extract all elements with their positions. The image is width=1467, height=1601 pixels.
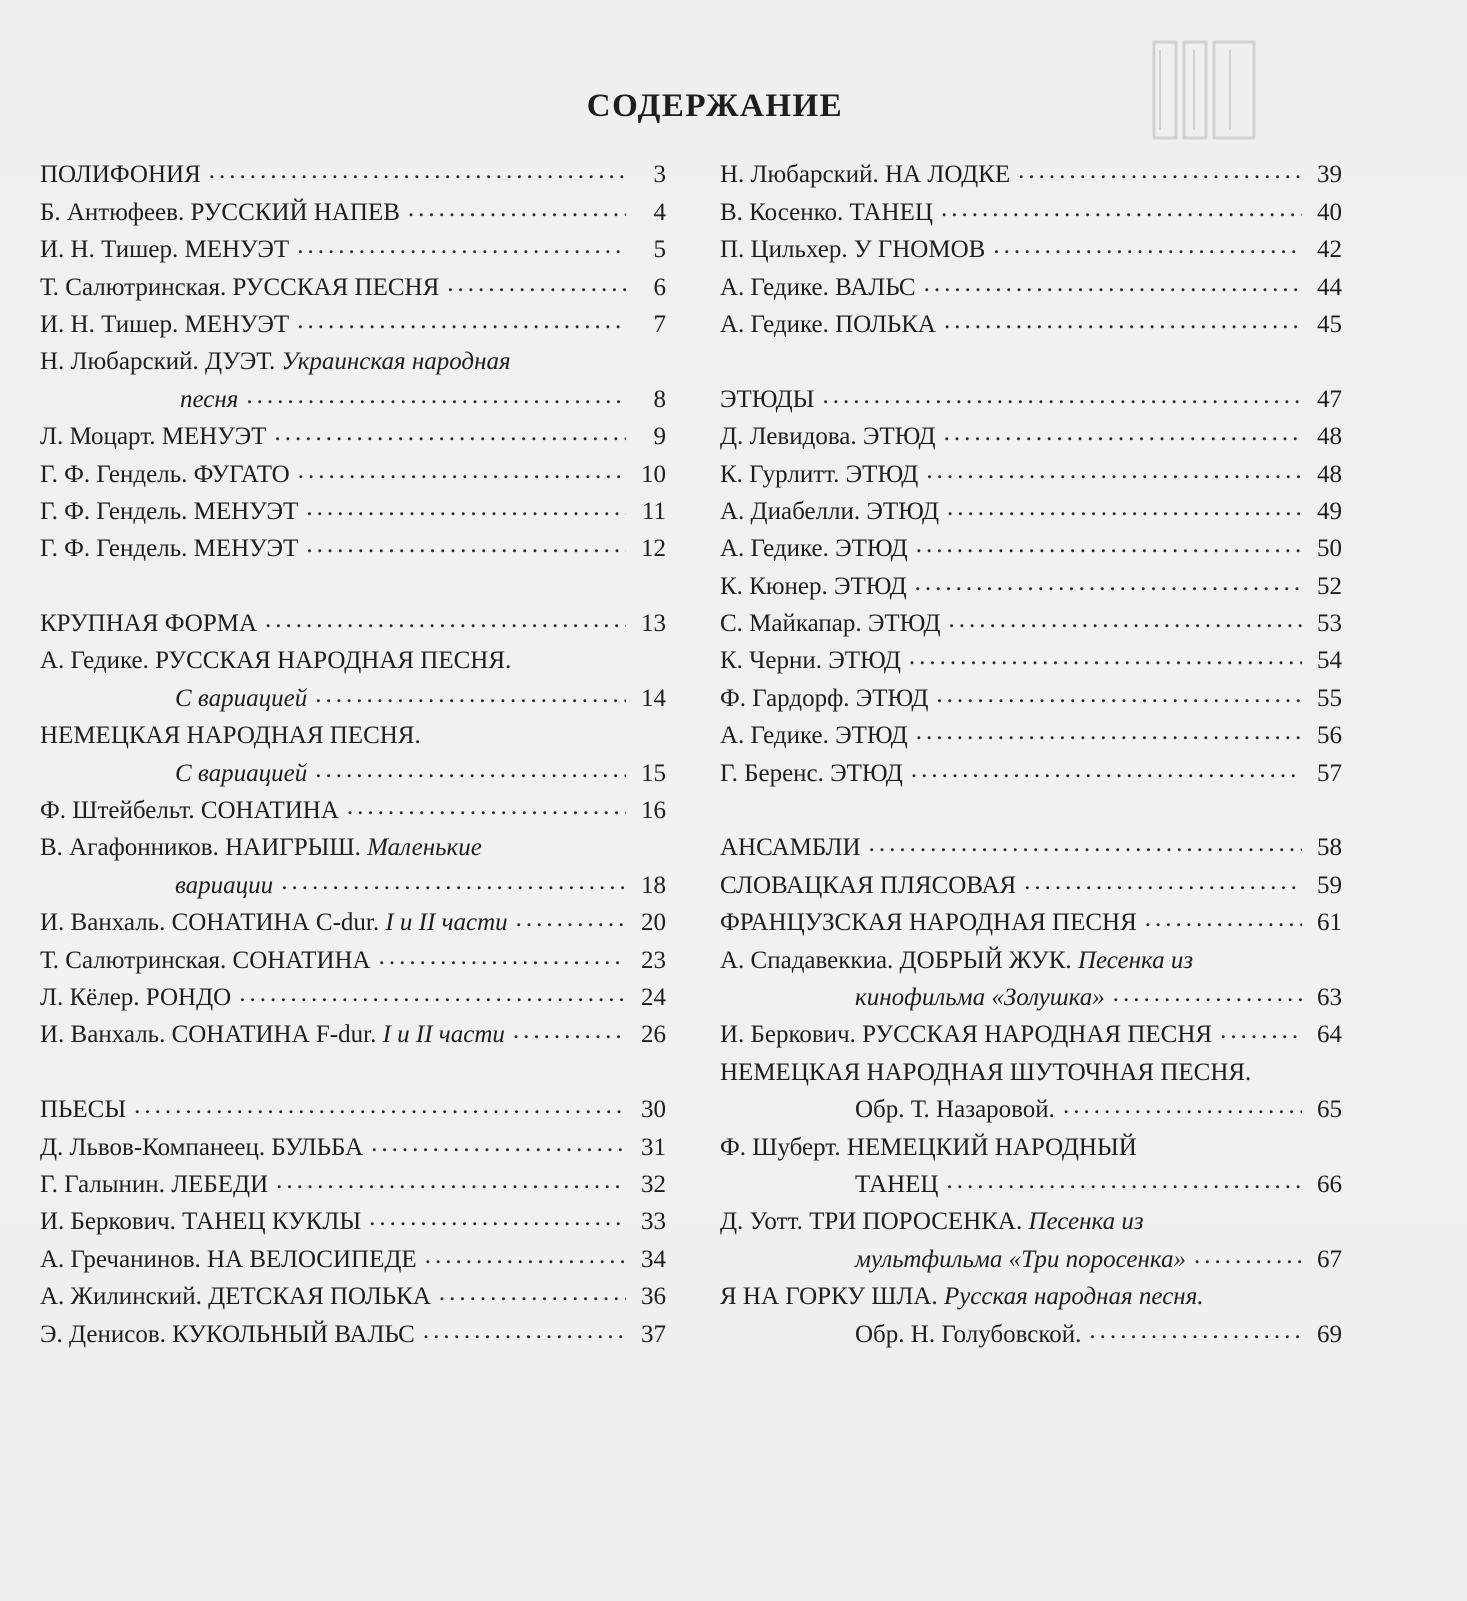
- toc-entry-title: [40, 611, 257, 636]
- toc-entry[interactable]: [720, 711, 1342, 748]
- section-gap: [40, 561, 666, 598]
- toc-entry[interactable]: [720, 599, 1342, 636]
- toc-page-number: 20: [641, 909, 666, 937]
- toc-entry-title: [40, 237, 289, 262]
- toc-page-number: 56: [1317, 722, 1342, 750]
- toc-entry-subtitle: С вариацией: [175, 759, 308, 787]
- toc-entry[interactable]: [40, 449, 666, 486]
- toc-entry-title: [720, 723, 908, 748]
- toc-page-number: 7: [653, 310, 666, 338]
- toc-entry-text: А. Гедике. ЭТЮД: [720, 722, 908, 750]
- toc-page-number: 24: [641, 983, 666, 1011]
- dot-leader: [869, 831, 1302, 856]
- toc-entry-title: [40, 499, 298, 524]
- toc-entry-subtitle: кинофильма «Золушка»: [855, 983, 1105, 1011]
- toc-entry-title: [720, 1284, 1204, 1309]
- dot-leader: [1063, 1093, 1302, 1118]
- toc-entry[interactable]: [720, 1085, 1342, 1122]
- toc-entry-text: Л. Моцарт. МЕНУЭТ: [40, 423, 267, 451]
- toc-entry-text: С. Майкапар. ЭТЮД: [720, 610, 941, 638]
- toc-entry-title: [40, 1022, 505, 1047]
- dot-leader: [1024, 869, 1302, 894]
- toc-entry-text: Д. Левидова. ЭТЮД: [720, 423, 936, 451]
- toc-entry-title: [855, 985, 1105, 1010]
- toc-entry-title: [40, 275, 439, 300]
- toc-entry-subtitle: песня: [180, 385, 239, 413]
- toc-entry-title: [720, 312, 936, 337]
- toc-page-number: 64: [1317, 1021, 1342, 1049]
- toc-entry[interactable]: [720, 1122, 1342, 1159]
- toc-entry[interactable]: [720, 1047, 1342, 1084]
- toc-entry-text: Я НА ГОРКУ ШЛА.: [720, 1283, 944, 1311]
- dot-leader: [947, 495, 1302, 520]
- dot-leader: [371, 1131, 626, 1156]
- toc-entry[interactable]: [720, 300, 1342, 337]
- toc-page-number: 26: [641, 1021, 666, 1049]
- toc-entry-text: АНСАМБЛИ: [720, 834, 861, 862]
- toc-entry[interactable]: [720, 187, 1342, 224]
- toc-entry[interactable]: [720, 412, 1342, 449]
- toc-entry[interactable]: [720, 561, 1342, 598]
- dot-leader: [1018, 158, 1302, 183]
- toc-entry-title: [40, 1209, 361, 1234]
- toc-entry-title: [720, 1060, 1251, 1085]
- toc-entry-title: [720, 424, 936, 449]
- toc-entry-text: Г. Галынин. ЛЕБЕДИ: [40, 1170, 269, 1198]
- toc-entry-title: [175, 686, 307, 711]
- toc-entry[interactable]: [720, 262, 1342, 299]
- toc-entry[interactable]: [40, 300, 666, 337]
- dot-leader: [916, 719, 1302, 744]
- dot-leader: [941, 196, 1302, 221]
- dot-leader: [315, 682, 626, 707]
- toc-page-number: 14: [641, 684, 666, 712]
- toc-entry-text: А. Гедике. ЭТЮД: [720, 535, 908, 563]
- dot-leader: [276, 1168, 626, 1193]
- section-gap: [720, 786, 1342, 823]
- toc-page-number: 65: [1317, 1096, 1342, 1124]
- toc-entry-title: [40, 424, 266, 449]
- toc-entry-title: [720, 275, 916, 300]
- toc-page-number: 4: [653, 198, 666, 226]
- toc-entry-text: И. Беркович. РУССКАЯ НАРОДНАЯ ПЕСНЯ: [720, 1021, 1213, 1049]
- toc-entry[interactable]: [720, 1197, 1342, 1234]
- dot-leader: [949, 607, 1302, 632]
- toc-entry-title: [40, 1322, 415, 1347]
- toc-entry-title: [720, 200, 933, 225]
- toc-entry-subtitle: С вариацией: [175, 684, 308, 712]
- toc-entry-text: И. Н. Тишер. МЕНУЭТ: [40, 310, 290, 338]
- toc-entry[interactable]: [40, 860, 666, 897]
- toc-entry-text: Т. Салютринская. РУССКАЯ ПЕСНЯ: [40, 273, 440, 301]
- toc-entry[interactable]: [40, 524, 666, 561]
- toc-entry[interactable]: [720, 636, 1342, 673]
- dot-leader: [408, 196, 626, 221]
- toc-entry-title: [720, 237, 985, 262]
- toc-entry[interactable]: [40, 1085, 666, 1122]
- toc-entry[interactable]: [720, 898, 1342, 935]
- dot-leader: [447, 271, 626, 296]
- toc-entry[interactable]: [40, 337, 666, 374]
- toc-entry[interactable]: [40, 1122, 666, 1159]
- toc-page-number: 32: [641, 1170, 666, 1198]
- toc-page-number: 45: [1317, 310, 1342, 338]
- toc-entry[interactable]: [40, 225, 666, 262]
- toc-entry-subtitle: I и II части: [385, 909, 508, 937]
- toc-page-number: 40: [1317, 198, 1342, 226]
- dot-leader: [915, 570, 1302, 595]
- toc-entry-title: [720, 387, 814, 412]
- toc-page-number: 42: [1317, 236, 1342, 264]
- dot-leader: [239, 981, 626, 1006]
- toc-page-number: 36: [641, 1283, 666, 1311]
- toc-entry-text: А. Диабелли. ЭТЮД: [720, 497, 940, 525]
- dot-leader: [944, 308, 1302, 333]
- toc-entry-title: [40, 648, 511, 673]
- dot-leader: [347, 794, 626, 819]
- dot-leader: [993, 233, 1302, 258]
- toc-page-number: 13: [641, 610, 666, 638]
- toc-entry-text: К. Черни. ЭТЮД: [720, 647, 901, 675]
- toc-page-number: 50: [1317, 535, 1342, 563]
- toc-entry-title: [40, 162, 201, 187]
- toc-entry-title: [40, 462, 290, 487]
- dot-leader: [916, 532, 1302, 557]
- toc-entry-text: Н. Любарский. ДУЭТ.: [40, 348, 282, 376]
- toc-entry[interactable]: [40, 898, 666, 935]
- toc-page-number: 23: [641, 946, 666, 974]
- toc-entry-text: Г. Ф. Гендель. МЕНУЭТ: [40, 497, 299, 525]
- toc-entry[interactable]: [720, 1272, 1342, 1309]
- toc-entry-text: Ф. Шуберт. НЕМЕЦКИЙ НАРОДНЫЙ: [720, 1133, 1137, 1161]
- toc-entry[interactable]: [40, 1160, 666, 1197]
- toc-entry-title: [720, 648, 901, 673]
- toc-entry-text: П. Цильхер. У ГНОМОВ: [720, 236, 986, 264]
- toc-page-number: 55: [1317, 684, 1342, 712]
- toc-entry-text: Э. Денисов. КУКОЛЬНЫЙ ВАЛЬС: [40, 1320, 415, 1348]
- toc-entry-title: [720, 873, 1016, 898]
- toc-entry-title: [720, 948, 1193, 973]
- toc-entry-text: Т. Салютринская. СОНАТИНА: [40, 946, 371, 974]
- toc-page-number: 5: [653, 236, 666, 264]
- toc-entry-title: [720, 1209, 1144, 1234]
- page-title: СОДЕРЖАНИЕ: [586, 88, 844, 124]
- toc-entry-title: [175, 873, 273, 898]
- toc-page-number: 66: [1317, 1170, 1342, 1198]
- toc-left-column: [40, 150, 666, 1347]
- toc-page-number: 48: [1317, 460, 1342, 488]
- toc-entry-title: [720, 1022, 1212, 1047]
- toc-entry[interactable]: [40, 1272, 666, 1309]
- toc-entry-title: [40, 1247, 417, 1272]
- toc-entry[interactable]: [40, 748, 666, 785]
- toc-page-number: 9: [653, 423, 666, 451]
- toc-entry-title: [720, 499, 939, 524]
- toc-entry[interactable]: [40, 150, 666, 187]
- dot-leader: [1145, 906, 1302, 931]
- toc-entry-title: [40, 835, 482, 860]
- toc-entry-title: [40, 910, 508, 935]
- toc-entry-text: Ф. Штейбельт. СОНАТИНА: [40, 797, 339, 825]
- toc-page-number: 63: [1317, 983, 1342, 1011]
- toc-page-number: 59: [1317, 871, 1342, 899]
- toc-page-number: 44: [1317, 273, 1342, 301]
- toc-entry-text: И. Н. Тишер. МЕНУЭТ: [40, 236, 290, 264]
- toc-entry-text: Д. Уотт. ТРИ ПОРОСЕНКА.: [720, 1208, 1029, 1236]
- toc-entry[interactable]: [720, 935, 1342, 972]
- toc-entry-text: Б. Антюфеев. РУССКИЙ НАПЕВ: [40, 198, 400, 226]
- toc-entry-subtitle: I и II части: [382, 1021, 505, 1049]
- dot-leader: [281, 869, 626, 894]
- toc-entry[interactable]: [720, 524, 1342, 561]
- toc-entry[interactable]: [720, 374, 1342, 411]
- dot-leader: [274, 420, 626, 445]
- toc-entry-subtitle: Песенка из: [1077, 946, 1194, 974]
- toc-entry-title: [720, 536, 908, 561]
- toc-page-number: 16: [641, 797, 666, 825]
- toc-entry-title: [720, 761, 903, 786]
- toc-entry-title: [180, 387, 238, 412]
- toc-entry[interactable]: [720, 1234, 1342, 1271]
- toc-entry-title: [855, 1172, 938, 1197]
- toc-entry-subtitle: вариации: [175, 871, 274, 899]
- toc-entry-text: Ф. Гардорф. ЭТЮД: [720, 684, 929, 712]
- toc-entry-text: В. Агафонников. НАИГРЫШ.: [40, 834, 368, 862]
- toc-page-number: 10: [641, 460, 666, 488]
- dot-leader: [369, 1205, 626, 1230]
- toc-page-number: 12: [641, 535, 666, 563]
- toc-entry[interactable]: [40, 973, 666, 1010]
- dot-leader: [946, 1168, 1302, 1193]
- section-gap: [40, 1047, 666, 1084]
- toc-entry-text: А. Гедике. РУССКАЯ НАРОДНАЯ ПЕСНЯ.: [40, 647, 512, 675]
- dot-leader: [926, 458, 1302, 483]
- toc-entry-text: Г. Беренс. ЭТЮД: [720, 759, 903, 787]
- dot-leader: [425, 1243, 626, 1268]
- toc-page-number: 37: [641, 1320, 666, 1348]
- toc-entry-title: [720, 910, 1137, 935]
- toc-entry[interactable]: [40, 487, 666, 524]
- toc-page-number: 30: [641, 1096, 666, 1124]
- toc-page-number: 34: [641, 1245, 666, 1273]
- toc-entry-title: [40, 723, 421, 748]
- toc-entry-subtitle: мультфильма «Три поросенка»: [855, 1245, 1186, 1273]
- toc-entry-text: Д. Львов-Компанеец. БУЛЬБА: [40, 1133, 364, 1161]
- toc-entry-title: [720, 686, 928, 711]
- dot-leader: [315, 757, 626, 782]
- dot-leader: [909, 644, 1302, 669]
- toc-entry-text: Г. Ф. Гендель. ФУГАТО: [40, 460, 290, 488]
- toc-page-number: 8: [653, 385, 666, 413]
- toc-page-number: 31: [641, 1133, 666, 1161]
- dot-leader: [265, 607, 626, 632]
- toc-entry-text: ПЬЕСЫ: [40, 1096, 127, 1124]
- dot-leader: [911, 757, 1302, 782]
- toc-entry-subtitle: Русская народная песня.: [943, 1283, 1204, 1311]
- dot-leader: [423, 1318, 626, 1343]
- toc-page-number: 3: [653, 161, 666, 189]
- toc-page-number: 18: [641, 871, 666, 899]
- toc-page-number: 39: [1317, 161, 1342, 189]
- toc-entry-subtitle: Украинская народная: [281, 348, 511, 376]
- toc-entry-text: ЭТЮДЫ: [720, 385, 815, 413]
- toc-entry-title: [855, 1097, 1055, 1122]
- toc-entry-title: [40, 1172, 268, 1197]
- toc-entry[interactable]: [40, 636, 666, 673]
- dot-leader: [822, 383, 1302, 408]
- dot-leader: [516, 906, 626, 931]
- toc-entry-title: [720, 574, 907, 599]
- toc-entry-title: [720, 162, 1010, 187]
- toc-entry-text: НЕМЕЦКАЯ НАРОДНАЯ ПЕСНЯ.: [40, 722, 421, 750]
- toc-entry-title: [40, 200, 400, 225]
- toc-entry[interactable]: [40, 711, 666, 748]
- toc-entry-text: СЛОВАЦКАЯ ПЛЯСОВАЯ: [720, 871, 1017, 899]
- toc-entry[interactable]: [720, 1010, 1342, 1047]
- dot-leader: [944, 420, 1302, 445]
- toc-entry-text: И. Беркович. ТАНЕЦ КУКЛЫ: [40, 1208, 362, 1236]
- toc-entry[interactable]: [720, 823, 1342, 860]
- toc-entry-text: А. Гедике. ПОЛЬКА: [720, 310, 936, 338]
- dot-leader: [306, 532, 626, 557]
- toc-page-number: 52: [1317, 572, 1342, 600]
- toc-page-number: 69: [1317, 1320, 1342, 1348]
- toc-entry-title: [40, 1284, 431, 1309]
- toc-entry[interactable]: [40, 823, 666, 860]
- toc-page-number: 33: [641, 1208, 666, 1236]
- toc-entry-text: А. Спадавеккиа. ДОБРЫЙ ЖУК.: [720, 946, 1078, 974]
- toc-entry-title: [720, 835, 861, 860]
- toc-entry-subtitle: Песенка из: [1028, 1208, 1144, 1236]
- dot-leader: [297, 308, 626, 333]
- toc-entry-text: ПОЛИФОНИЯ: [40, 161, 201, 189]
- toc-page-number: 11: [641, 497, 666, 525]
- dot-leader: [298, 458, 626, 483]
- toc-entry-title: [720, 1135, 1137, 1160]
- dot-leader: [513, 1018, 626, 1043]
- toc-entry-title: [40, 1135, 363, 1160]
- toc-entry[interactable]: [720, 1309, 1342, 1346]
- toc-entry[interactable]: [40, 935, 666, 972]
- dot-leader: [1113, 981, 1302, 1006]
- toc-entry-text: Н. Любарский. НА ЛОДКЕ: [720, 161, 1011, 189]
- toc-entry-text: К. Гурлитт. ЭТЮД: [720, 460, 919, 488]
- dot-leader: [1220, 1018, 1302, 1043]
- toc-entry[interactable]: [40, 599, 666, 636]
- toc-page-number: 54: [1317, 647, 1342, 675]
- toc-entry-text: Обр. Т. Назаровой.: [855, 1096, 1055, 1124]
- toc-page-number: 58: [1317, 834, 1342, 862]
- dot-leader: [246, 383, 626, 408]
- toc-entry[interactable]: [40, 786, 666, 823]
- toc-entry[interactable]: [40, 1010, 666, 1047]
- toc-entry-text: ТАНЕЦ: [855, 1170, 939, 1198]
- toc-page-number: 49: [1317, 497, 1342, 525]
- toc-entry-text: А. Гедике. ВАЛЬС: [720, 273, 916, 301]
- toc-entry[interactable]: [40, 1197, 666, 1234]
- dot-leader: [924, 271, 1302, 296]
- toc-entry[interactable]: [720, 225, 1342, 262]
- toc-page-number: 57: [1317, 759, 1342, 787]
- toc-entry[interactable]: [720, 748, 1342, 785]
- toc-entry[interactable]: [720, 1160, 1342, 1197]
- toc-entry-title: [40, 536, 298, 561]
- toc-entry-text: И. Ванхаль. СОНАТИНА C-dur.: [40, 909, 386, 937]
- toc-entry-title: [40, 948, 371, 973]
- dot-leader: [1089, 1318, 1302, 1343]
- toc-entry-text: Обр. Н. Голубовской.: [855, 1320, 1082, 1348]
- toc-entry-text: В. Косенко. ТАНЕЦ: [720, 198, 933, 226]
- toc-page-number: 48: [1317, 423, 1342, 451]
- toc-entry[interactable]: [40, 262, 666, 299]
- toc-entry[interactable]: [40, 374, 666, 411]
- toc-entry-title: [720, 611, 941, 636]
- toc-entry[interactable]: [720, 860, 1342, 897]
- toc-entry[interactable]: [40, 673, 666, 710]
- toc-entry[interactable]: [720, 673, 1342, 710]
- toc-entry-title: [175, 761, 307, 786]
- toc-entry-text: КРУПНАЯ ФОРМА: [40, 610, 258, 638]
- section-gap: [720, 337, 1342, 374]
- dot-leader: [209, 158, 626, 183]
- dot-leader: [134, 1093, 626, 1118]
- toc-entry-title: [855, 1247, 1186, 1272]
- toc-entry-text: И. Ванхаль. СОНАТИНА F-dur.: [40, 1021, 383, 1049]
- toc-entry-text: К. Кюнер. ЭТЮД: [720, 572, 907, 600]
- dot-leader: [439, 1280, 626, 1305]
- toc-entry-text: Л. Кёлер. РОНДО: [40, 983, 232, 1011]
- dot-leader: [306, 495, 626, 520]
- toc-entry-text: ФРАНЦУЗСКАЯ НАРОДНАЯ ПЕСНЯ: [720, 909, 1137, 937]
- toc-page-number: 53: [1317, 610, 1342, 638]
- toc-entry[interactable]: [720, 487, 1342, 524]
- toc-entry[interactable]: [720, 150, 1342, 187]
- toc-entry[interactable]: [720, 449, 1342, 486]
- dot-leader: [297, 233, 626, 258]
- toc-entry-title: [40, 349, 511, 374]
- toc-entry-text: А. Гречанинов. НА ВЕЛОСИПЕДЕ: [40, 1245, 417, 1273]
- toc-page-number: 15: [641, 759, 666, 787]
- toc-page-number: 67: [1317, 1245, 1342, 1273]
- toc-entry-subtitle: Маленькие: [367, 834, 482, 862]
- toc-right-column: [720, 150, 1342, 1347]
- toc-entry-title: [720, 462, 918, 487]
- toc-entry-title: [40, 312, 289, 337]
- toc-entry-title: [40, 985, 231, 1010]
- toc-entry[interactable]: [720, 973, 1342, 1010]
- toc-page-number: 47: [1317, 385, 1342, 413]
- toc-entry-title: [855, 1322, 1081, 1347]
- dot-leader: [936, 682, 1302, 707]
- toc-entry-title: [40, 798, 339, 823]
- dot-leader: [379, 944, 626, 969]
- toc-entry-text: Г. Ф. Гендель. МЕНУЭТ: [40, 535, 299, 563]
- dot-leader: [1194, 1243, 1302, 1268]
- toc-entry-title: [40, 1097, 126, 1122]
- toc-entry[interactable]: [40, 1309, 666, 1346]
- toc-page-number: 6: [653, 273, 666, 301]
- toc-entry[interactable]: [40, 1234, 666, 1271]
- toc-entry-text: НЕМЕЦКАЯ НАРОДНАЯ ШУТОЧНАЯ ПЕСНЯ.: [720, 1058, 1252, 1086]
- toc-entry-text: А. Жилинский. ДЕТСКАЯ ПОЛЬКА: [40, 1283, 431, 1311]
- toc-page-number: 61: [1317, 909, 1342, 937]
- toc-entry[interactable]: [40, 412, 666, 449]
- toc-entry[interactable]: [40, 187, 666, 224]
